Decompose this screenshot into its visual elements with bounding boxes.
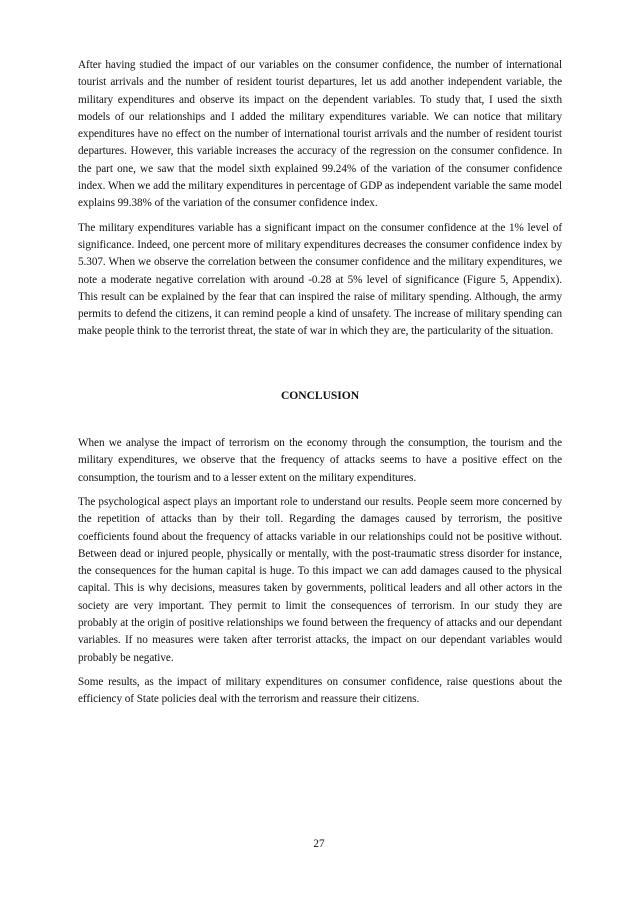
page-number: 27	[313, 838, 325, 850]
section-heading-conclusion: CONCLUSION	[280, 388, 360, 402]
paragraph-military-expenditures-impact: The military expenditures variable has a significant impact on the consumer confidence at the 1% level of significance. Indeed, one percent more of military expenditures decreases the consumer confidence index by 5.307. When we observe the correlation between the consumer confidence and the military expenditures, we note a moderate negative correlation with around -0.28 at 5% level of significance (Figure 5, Appendix). This result can be explained by the fear that can inspired the raise of military spending. Although, the army permits to defend the citizens, it can remind people a kind of unsafety. The increase of military spending can make people think to the terrorist threat, the state of war in which they are, the particularity of the situation.	[78, 221, 562, 338]
paragraph-conclusion-summary: When we analyse the impact of terrorism on the economy through the consumption, the tourism and the military expenditures, we observe that the frequency of attacks seems to have a positive effect on the consumption, the tourism and to a lesser extent on the military expenditures.	[78, 437, 562, 484]
paragraph-conclusion-psychological: The psychological aspect plays an important role to understand our results. People seem more concerned by the repetition of attacks than by their toll. Regarding the damages caused by terrorism, the positive coefficients found about the frequency of attacks variable in our relationships could not be positive without. Between dead or injured people, physically or mentally, with the post-traumatic stress disorder for instance, the consequences for the human capital is huge. To this impact we can add damages caused to the physical capital. This is why decisions, measures taken by governments, political leaders and all other actors in the society are very important. They permit to limit the consequences of terrorism. In our study they are probably at the origin of positive relationships we found between the frequency of attacks and our dependant variables. If no measures were taken after terrorist attacks, the impact on our dependant variables would probably be negative.	[78, 495, 562, 664]
paragraph-conclusion-state-policies: Some results, as the impact of military expenditures on consumer confidence, raise questions about the efficiency of State policies deal with the terrorism and reassure their citizens.	[78, 675, 562, 706]
paragraph-military-expenditures-intro: After having studied the impact of our variables on the consumer confidence, the number of international tourist arrivals and the number of resident tourist departures, let us add another independent variable, the military expenditures and observe its impact on the dependent variables. To study that, I used the sixth models of our relationships and I added the military expenditures variable. We can notice that military expenditures have no effect on the number of international tourist arrivals and the number of resident tourist departures. However, this variable increases the accuracy of the regression on the consumer confidence. In the part one, we saw that the model sixth explained 99.24% of the variation of the consumer confidence index. When we add the military expenditures in percentage of GDP as independent variable the same model explains 99.38% of the variation of the consumer confidence index.	[78, 59, 562, 210]
page-body	[78, 57, 562, 709]
